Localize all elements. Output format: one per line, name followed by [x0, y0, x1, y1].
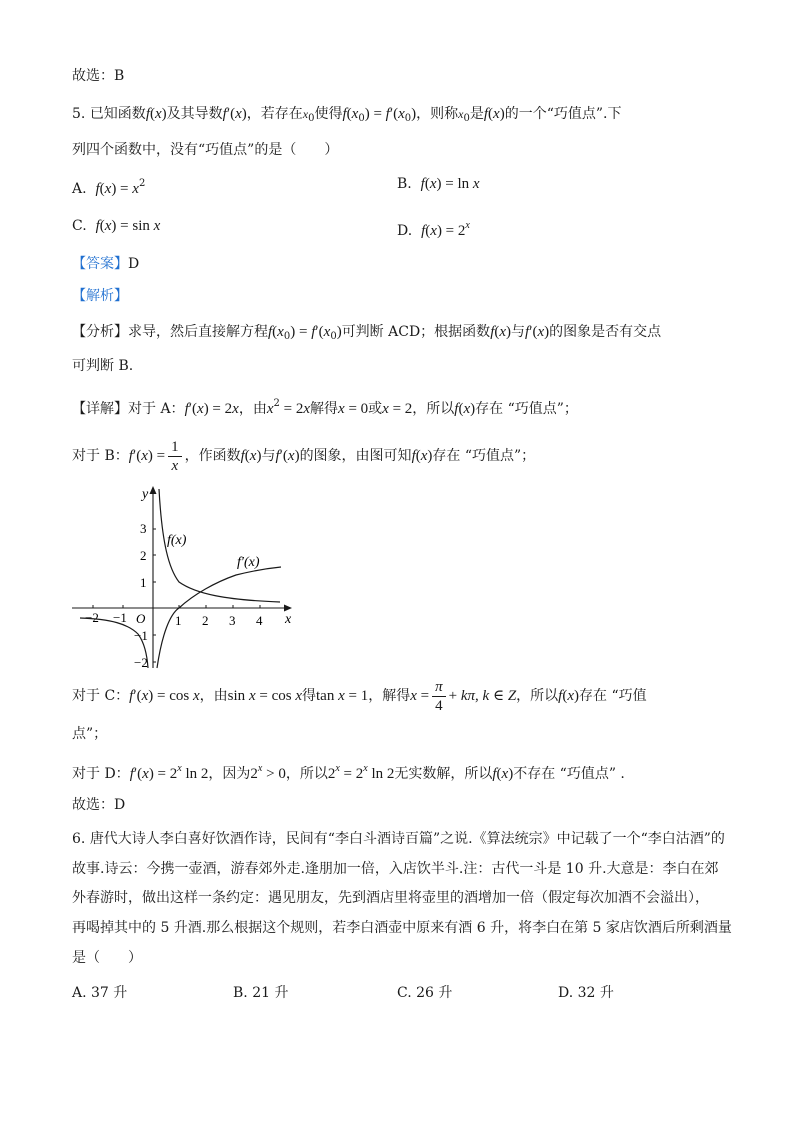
y-tick-label: 1: [140, 575, 147, 590]
xiangjie-text: ，所以: [412, 401, 455, 417]
q5-text: 的一个“巧值点”.下: [504, 106, 622, 122]
x-tick-label: 3: [229, 613, 236, 628]
x-tick-label: −2: [85, 610, 99, 625]
c-text: 存在 “巧值: [579, 688, 647, 704]
b-text: 对于 B：: [72, 448, 129, 464]
q5-stem-line1: 5. 已知函数f(x)及其导数f′(x)，若存在$x_0$使得$f(x_0) = f'(x_0)$，则称$x_0$是f(x)的一个“巧值点”.下: [72, 106, 622, 124]
option-label: B.: [397, 176, 412, 192]
x-tick-label: −1: [113, 610, 127, 625]
y-tick-label: 2: [140, 548, 147, 563]
q6-option-a: A. 37 升: [72, 985, 128, 1001]
q5-text: ，则称: [416, 106, 459, 122]
y-tick-label: −1: [134, 628, 148, 643]
q6-number: 6.: [72, 831, 86, 847]
q5-stem-line2: 列四个函数中，没有“巧值点”的是（ ）: [72, 142, 339, 158]
c-text: 对于 C：: [72, 688, 130, 704]
q5-text: 已知函数: [89, 106, 146, 122]
xiangjie-text: ，由: [238, 401, 267, 417]
answer-value: D: [128, 256, 140, 272]
fenxi-line2: 可判断 B.: [72, 358, 134, 374]
d-line: 对于 D：$f'(x) = 2^x$ ln 2，因为$2^x > 0$，所以$2^x = 2^x$ ln 2无实数解，所以f(x)不存在 “巧值点” .: [72, 763, 625, 782]
b-text: 存在 “巧值点”；: [432, 448, 536, 464]
q5-conclusion: 故选：D: [72, 797, 126, 813]
analysis-tag-text: 【解析】: [72, 288, 128, 304]
c-line: 对于 C：f′(x) = cos x，由sin x = cos x得tan x = 1，解得x = $\frac{\pi}{4}$ + kπ, k ∈ Z，所以f(x)存在 “巧值: [72, 678, 647, 714]
y-axis-arrow: [150, 486, 157, 494]
b-line: 对于 B：f′(x) = $\frac{1}{x}$ ，作函数f(x)与f′(x)的图象，由图可知f(x)存在 “巧值点”；: [72, 438, 536, 474]
q6-stem-line2: 故事.诗云：今携一壶酒，游春郊外走.逢朋加一倍，入店饮半斗.注：古代一斗是 10 升.大意是：李白在郊: [72, 861, 719, 877]
q5-text: 使得: [314, 106, 343, 122]
c-text: 得: [302, 688, 316, 704]
d-text: 不存在 “巧值点” .: [513, 766, 625, 782]
q6-option-b: B. 21 升: [233, 985, 289, 1001]
b-text: 的图象，由图可知: [299, 448, 412, 464]
d-text: ，因为: [208, 766, 251, 782]
fenxi-text: 求导，然后直接解方程: [128, 324, 268, 340]
q5-option-c: C. f(x) = sin x: [72, 218, 161, 234]
c-text: ，解得: [368, 688, 411, 704]
c-line2: 点”；: [72, 726, 108, 742]
c-text: ，由: [199, 688, 228, 704]
answer-line: [72, 254, 139, 274]
xiangjie-text: 解得: [310, 401, 339, 417]
xiangjie-a: 【详解】对于 A：f′(x) = 2x，由$x^2 = 2x$解得x = 0或x = 2，所以f(x)存在 “巧值点”；: [72, 398, 578, 417]
analysis-tag: [72, 286, 128, 306]
b-text: 与: [261, 448, 276, 464]
y-tick-label: 3: [140, 521, 147, 536]
option-label: C.: [72, 218, 87, 234]
y-tick-label: −2: [134, 655, 148, 670]
fenxi-line1: 【分析】求导，然后直接解方程$f(x_0) = f'(x_0)$可判断 ACD；根据函数f(x)与f′(x)的图象是否有交点: [72, 324, 662, 342]
q6-stem-line3: 外春游时，做出这样一条约定：遇见朋友，先到酒店里将壶里的酒增加一倍（假定每次加酒不会溢出），: [72, 890, 709, 906]
q5-text: 是: [469, 106, 484, 122]
q6-option-c: C. 26 升: [397, 985, 453, 1001]
q6-stem-line1: [72, 829, 725, 849]
option-label: A.: [72, 181, 87, 197]
previous-answer: 故选：B: [72, 68, 125, 84]
y-axis-label: y: [142, 487, 149, 502]
x-axis-arrow: [284, 605, 292, 612]
q6-stem-line5: 是（ ）: [72, 950, 142, 966]
xiangjie-tag: 【详解】: [72, 401, 128, 417]
d-text: 无实数解，所以: [394, 766, 493, 782]
xiangjie-text: 存在 “巧值点”；: [475, 401, 578, 417]
q6-stem-line4: 再喝掉其中的 5 升酒.那么根据这个规则，若李白酒壶中原来有酒 6 升，将李白在第 5 家店饮酒后所剩酒量: [72, 920, 732, 936]
fenxi-tag: 【分析】: [72, 324, 128, 340]
q5-option-d: D. $f(x) = 2^x$: [397, 220, 470, 239]
fenxi-text: 可判断 ACD；根据函数: [341, 324, 491, 340]
function-graph: [66, 484, 306, 674]
fenxi-text: 与: [511, 324, 526, 340]
x-tick-label: 4: [256, 613, 263, 628]
answer-tag: 【答案】: [72, 256, 128, 272]
q5-number: 5.: [72, 106, 86, 122]
c-text: ，所以: [516, 688, 559, 704]
q5-option-b: B. f(x) = ln x: [397, 176, 480, 192]
q6-text: 唐代大诗人李白喜好饮酒作诗，民间有“李白斗酒诗百篇”之说.《算法统宗》中记载了一个“李白沽酒”的: [89, 831, 725, 847]
x-tick-label: 1: [175, 613, 182, 628]
fx-label: f(x): [167, 533, 187, 548]
x-axis-label: x: [285, 612, 292, 627]
fenxi-text: 的图象是否有交点: [549, 324, 662, 340]
d-text: 对于 D：: [72, 766, 130, 782]
b-text: ，作函数: [184, 448, 241, 464]
q5-option-a: A. $f(x) = x^2$: [72, 178, 146, 197]
d-text: ，所以: [285, 766, 328, 782]
xiangjie-text: 或: [368, 401, 383, 417]
q6-option-d: D. 32 升: [558, 985, 614, 1001]
xiangjie-text: 对于 A：: [128, 401, 185, 417]
q5-text: 及其导数: [166, 106, 223, 122]
option-label: D.: [397, 223, 413, 239]
q5-text: ，若存在: [246, 106, 303, 122]
fpx-label: f′(x): [237, 555, 260, 570]
x-tick-label: 2: [202, 613, 209, 628]
origin-label: O: [136, 611, 146, 626]
